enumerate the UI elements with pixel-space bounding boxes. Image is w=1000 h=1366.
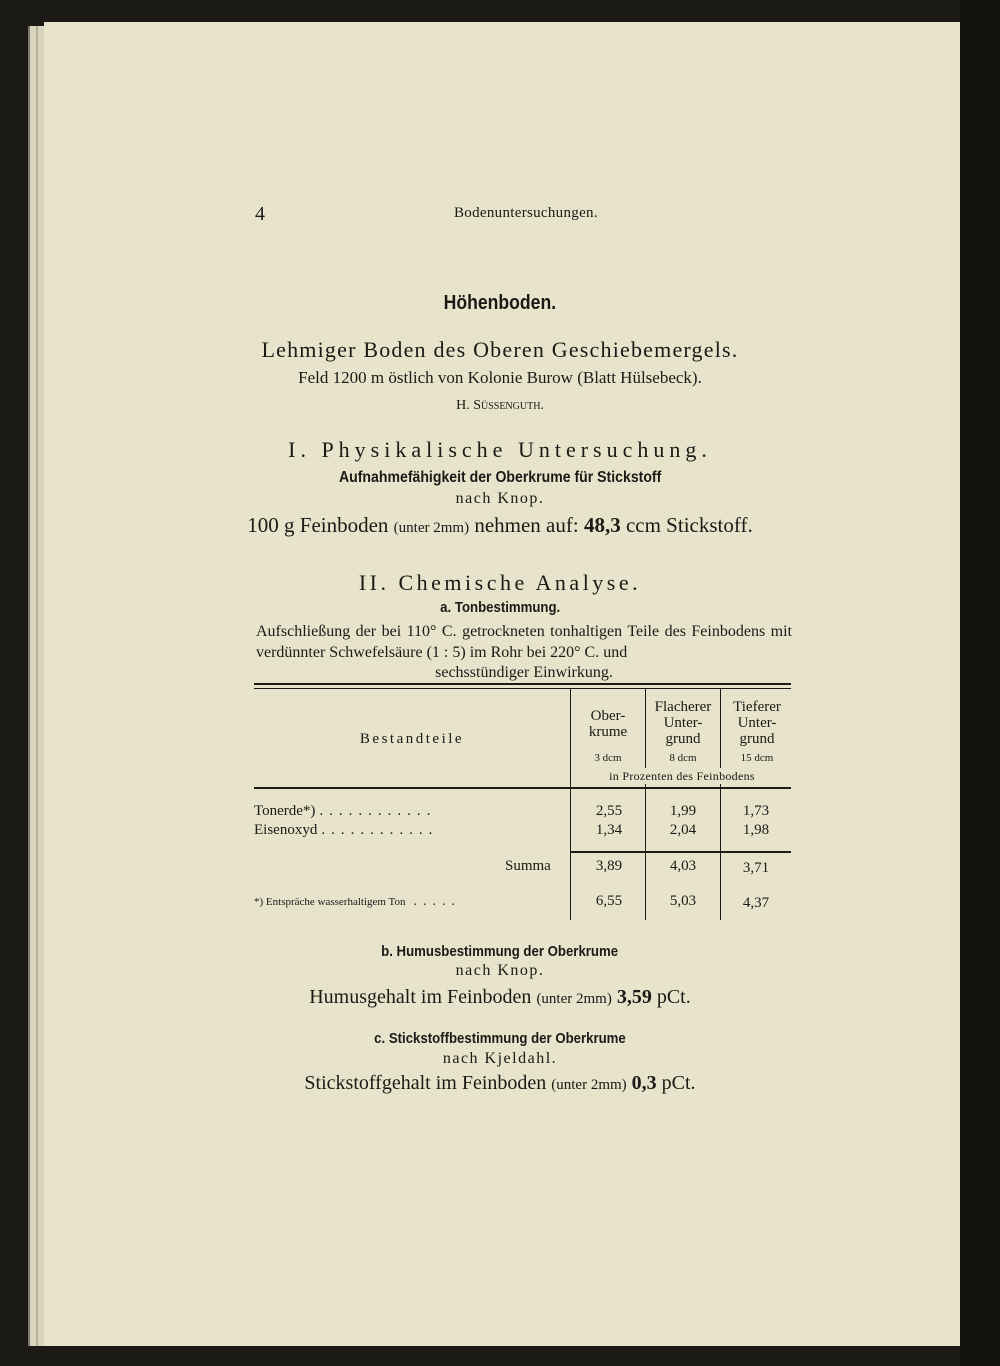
right-background — [960, 0, 1000, 1366]
location-line: Feld 1200 m östlich von Kolonie Burow (Blatt Hülsebeck). — [298, 368, 702, 387]
summa-oberkrume: 3,89 — [595, 858, 623, 874]
ton-flacherer: 5,03 — [669, 893, 697, 909]
ton-oberkrume: 6,55 — [595, 893, 623, 909]
table-top-rule — [254, 683, 791, 685]
page-number: 4 — [255, 203, 265, 225]
humus-result: Humusgehalt im Feinboden (unter 2mm) 3,59 pCt. — [309, 986, 691, 1008]
summa-tieferer: 3,71 — [742, 860, 770, 876]
eisenoxyd-flacherer: 2,04 — [669, 822, 697, 838]
author-line: H. Süssenguth. — [456, 398, 544, 413]
summa-flacherer: 4,03 — [669, 858, 697, 874]
section-2-heading: II. Chemische Analyse. — [358, 570, 642, 595]
section-2a-description: Aufschließung der bei 110° C. getrockneten tonhaltigen Teile des Feinbodens mit verdünnter Schwefelsäure (1 : 5) im Rohr bei 220° C. und sechsstündiger Einwirkung. — [256, 623, 792, 681]
header-bottom-rule — [254, 787, 791, 789]
table-row-tonerde: Tonerde*) ............ — [254, 803, 437, 819]
eisenoxyd-tieferer: 1,98 — [742, 822, 770, 838]
unit-spacer — [571, 764, 791, 765]
section-1-heading: I. Physikalische Untersuchung. — [288, 437, 712, 462]
tonerde-oberkrume: 2,55 — [595, 803, 623, 819]
soil-subtitle: Lehmiger Boden des Oberen Geschiebemergels. — [261, 337, 739, 362]
tonerde-flacherer: 1,99 — [669, 803, 697, 819]
nitrogen-absorption-result: 100 g Feinboden (unter 2mm) nehmen auf: 48,3 ccm Stickstoff. — [247, 513, 753, 537]
summa-rule — [571, 851, 791, 853]
section-2b-heading: b. Humusbestimmung der Oberkrume — [381, 943, 619, 960]
section-2c-heading: c. Stickstoffbestimmung der Oberkrume — [374, 1030, 626, 1047]
table-top-rule-thin — [254, 688, 791, 689]
ton-tieferer: 4,37 — [742, 895, 770, 911]
section-2a-heading: a. Tonbestimmung. — [439, 599, 561, 616]
table-row-eisenoxyd: Eisenoxyd ............ — [254, 822, 439, 838]
header-oberkrume: Ober- krume — [588, 708, 628, 740]
depth-flacherer: 8 dcm — [669, 752, 697, 764]
header-flacherer-untergrund: Flacherer Unter- grund — [654, 699, 712, 747]
tonerde-tieferer: 1,73 — [742, 803, 770, 819]
header-tieferer-untergrund: Tieferer Unter- grund — [733, 699, 781, 747]
section-2c-method: nach Kjeldahl. — [442, 1050, 558, 1067]
nitrogen-result: Stickstoffgehalt im Feinboden (unter 2mm) 0,3 pCt. — [304, 1072, 696, 1094]
section-2b-method: nach Knop. — [455, 962, 545, 979]
summa-label: Summa — [505, 858, 551, 874]
header-bestandteile: Bestandteile — [359, 731, 465, 747]
depth-oberkrume: 3 dcm — [594, 752, 622, 764]
section-1-method: nach Knop. — [455, 490, 545, 507]
section-title: Höhenboden. — [443, 292, 557, 314]
footnote-row: *) Entspräche wasserhaltigem Ton ..... — [254, 894, 461, 909]
section-1-subheading: Aufnahmefähigkeit der Oberkrume für Stickstoff — [338, 469, 662, 486]
eisenoxyd-oberkrume: 1,34 — [595, 822, 623, 838]
running-title: Bodenuntersuchungen. — [454, 205, 598, 221]
depth-tieferer: 15 dcm — [740, 752, 774, 764]
unit-note: in Prozenten des Feinbodens — [571, 768, 793, 784]
